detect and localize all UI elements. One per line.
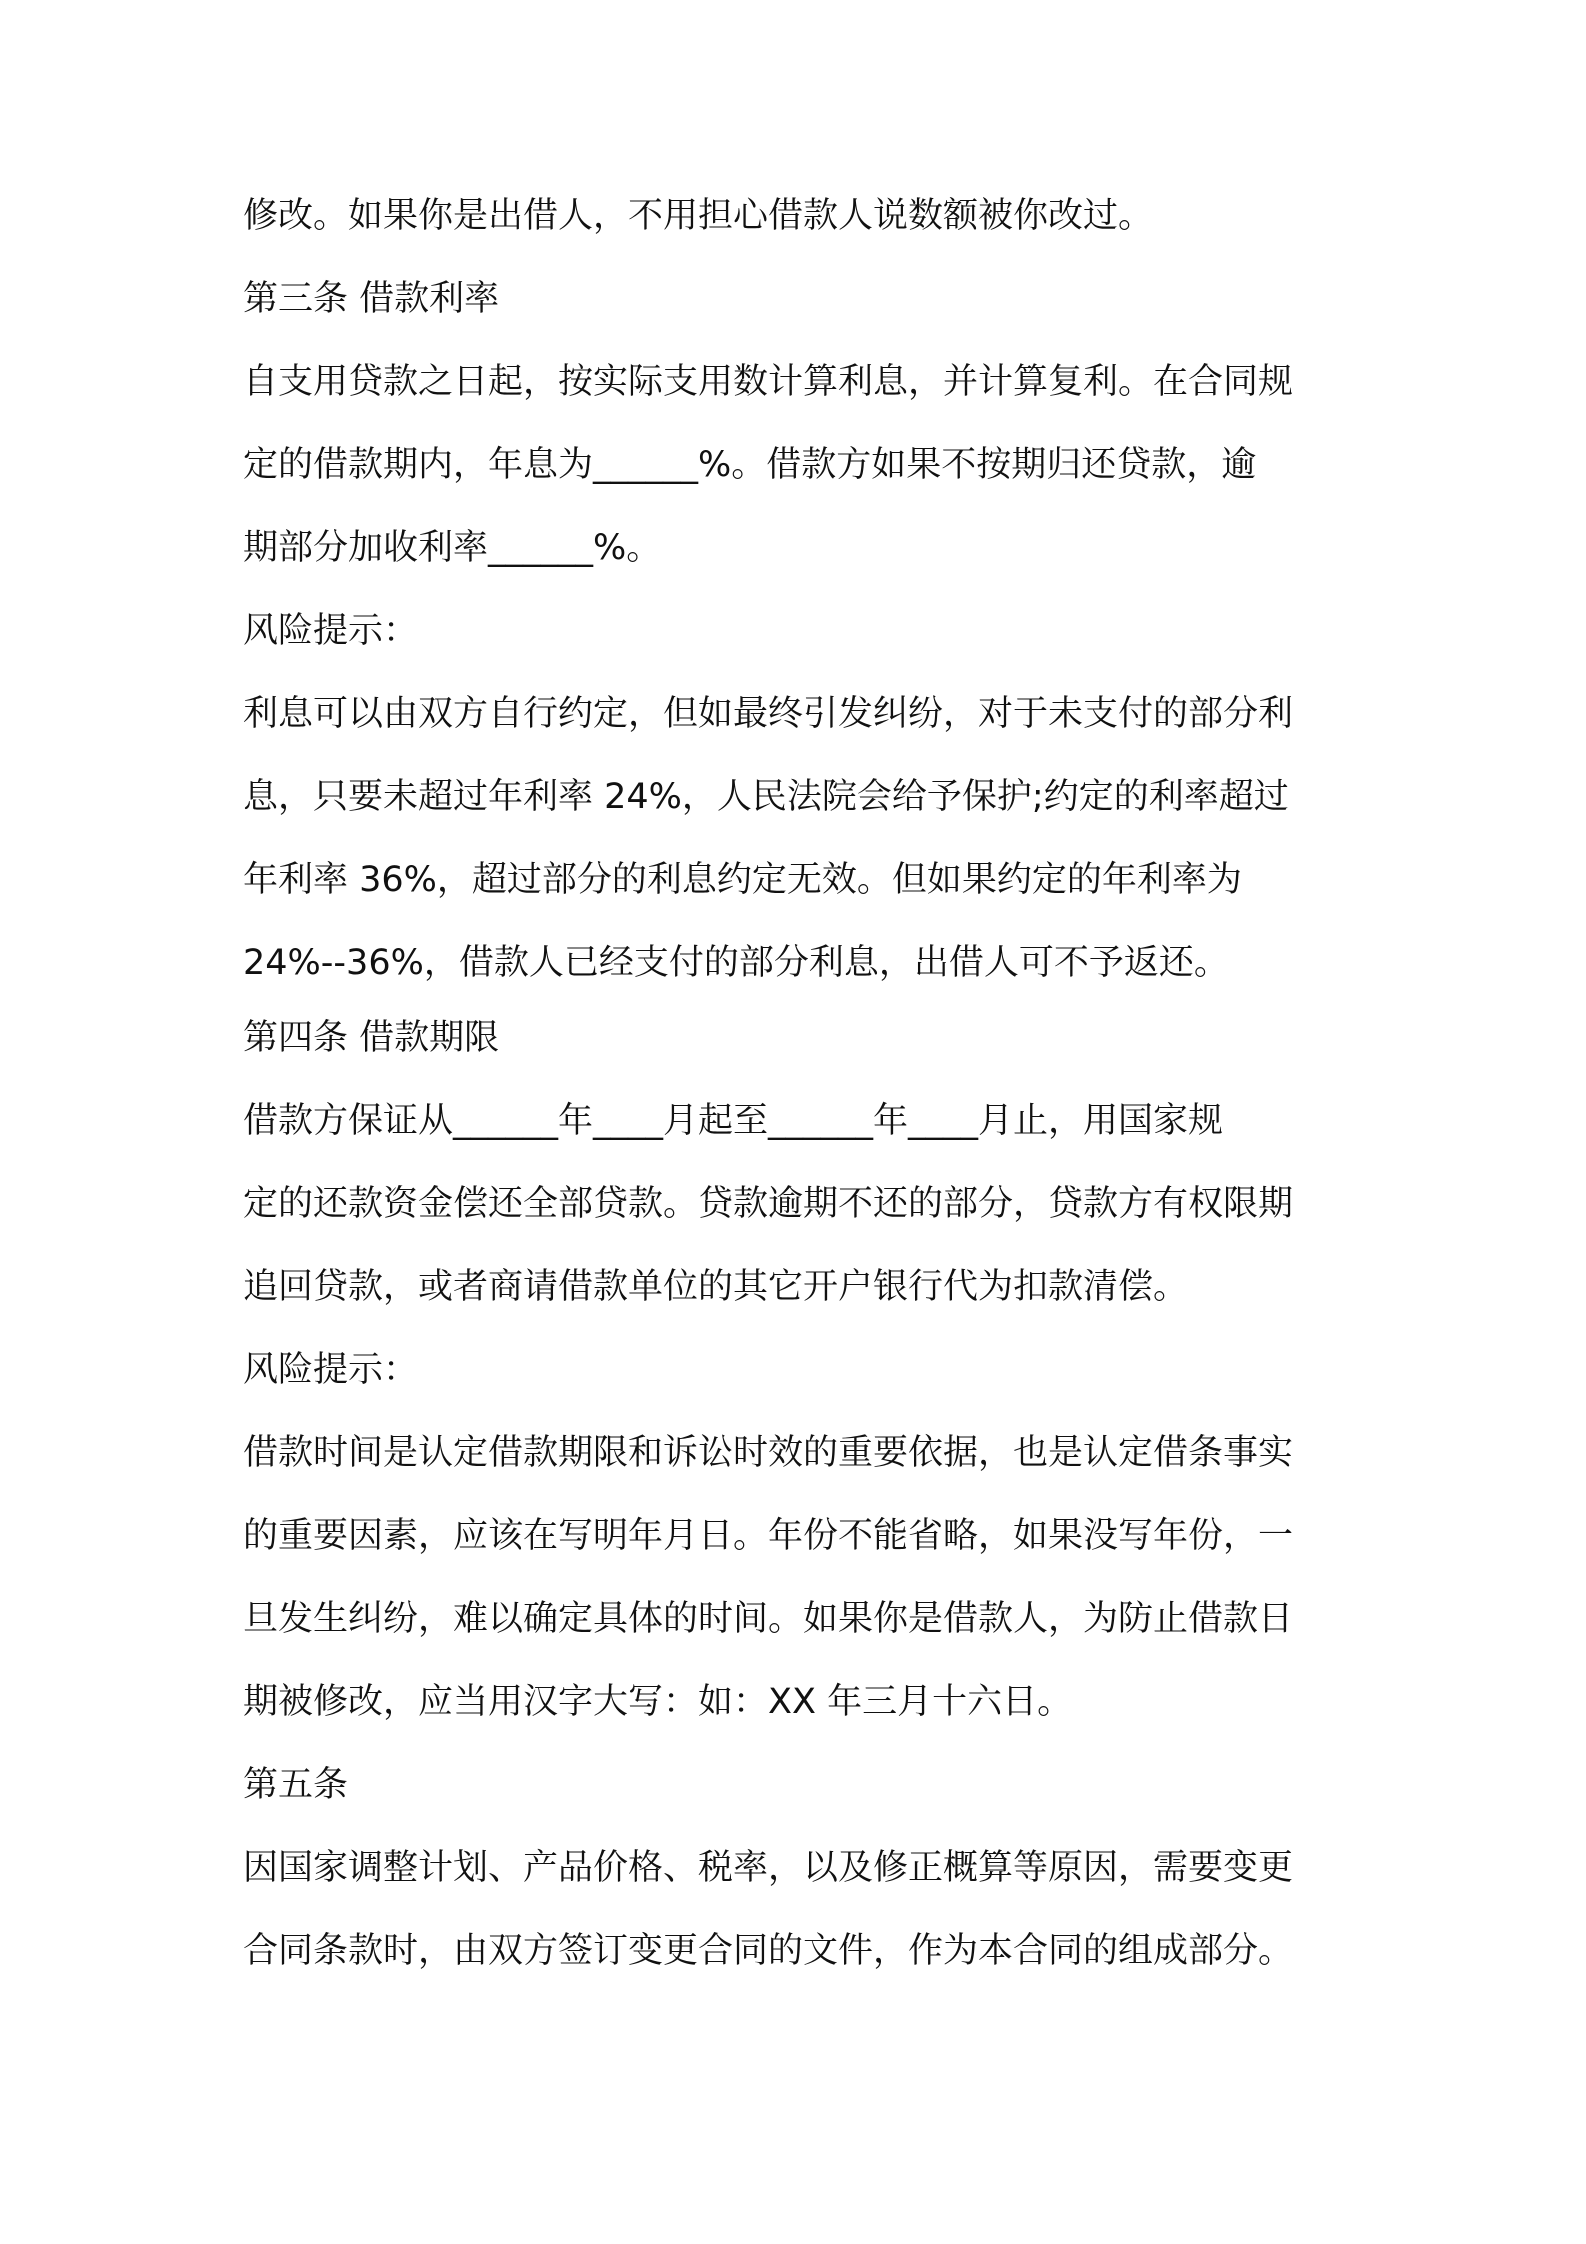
risk-tip-heading: 风险提示： [243,611,419,651]
paragraph-line: 自支用贷款之日起，按实际支用数计算利息，并计算复利。在合同规 [243,362,1294,402]
paragraph-line: 定的借款期内，年息为______%。借款方如果不按期归还贷款，逾 [243,445,1257,485]
paragraph-line: 合同条款时，由双方签订变更合同的文件，作为本合同的组成部分。 [243,1931,1294,1971]
risk-tip-heading: 风险提示： [243,1350,419,1390]
document-body [243,196,1368,1971]
paragraph-line: 24%--36%，借款人已经支付的部分利息，出借人可不予返还。 [243,943,1229,983]
paragraph-line: 期被修改，应当用汉字大写：如：XX 年三月十六日。 [243,1682,1073,1722]
paragraph-line: 期部分加收利率______%。 [243,528,662,568]
paragraph-line: 修改。如果你是出借人，不用担心借款人说数额被你改过。 [243,196,1154,236]
article-heading: 第四条 借款期限 [243,1018,500,1058]
paragraph-line: 因国家调整计划、产品价格、税率，以及修正概算等原因，需要变更 [243,1848,1294,1888]
paragraph-line: 借款方保证从______年____月起至______年____月止，用国家规 [243,1101,1224,1141]
article-heading: 第五条 [243,1765,349,1805]
paragraph-line: 年利率 36%，超过部分的利息约定无效。但如果约定的年利率为 [243,860,1242,900]
paragraph-line: 追回贷款，或者商请借款单位的其它开户银行代为扣款清偿。 [243,1267,1189,1307]
article-heading: 第三条 借款利率 [243,279,500,319]
paragraph-line: 利息可以由双方自行约定，但如最终引发纠纷，对于未支付的部分利 [243,694,1294,734]
paragraph-line: 定的还款资金偿还全部贷款。贷款逾期不还的部分，贷款方有权限期 [243,1184,1294,1224]
paragraph-line: 的重要因素，应该在写明年月日。年份不能省略，如果没写年份，一 [243,1516,1294,1556]
paragraph-line: 旦发生纠纷，难以确定具体的时间。如果你是借款人，为防止借款日 [243,1599,1294,1639]
paragraph-line: 息，只要未超过年利率 24%，人民法院会给予保护;约定的利率超过 [243,777,1289,817]
paragraph-line: 借款时间是认定借款期限和诉讼时效的重要依据，也是认定借条事实 [243,1433,1294,1473]
